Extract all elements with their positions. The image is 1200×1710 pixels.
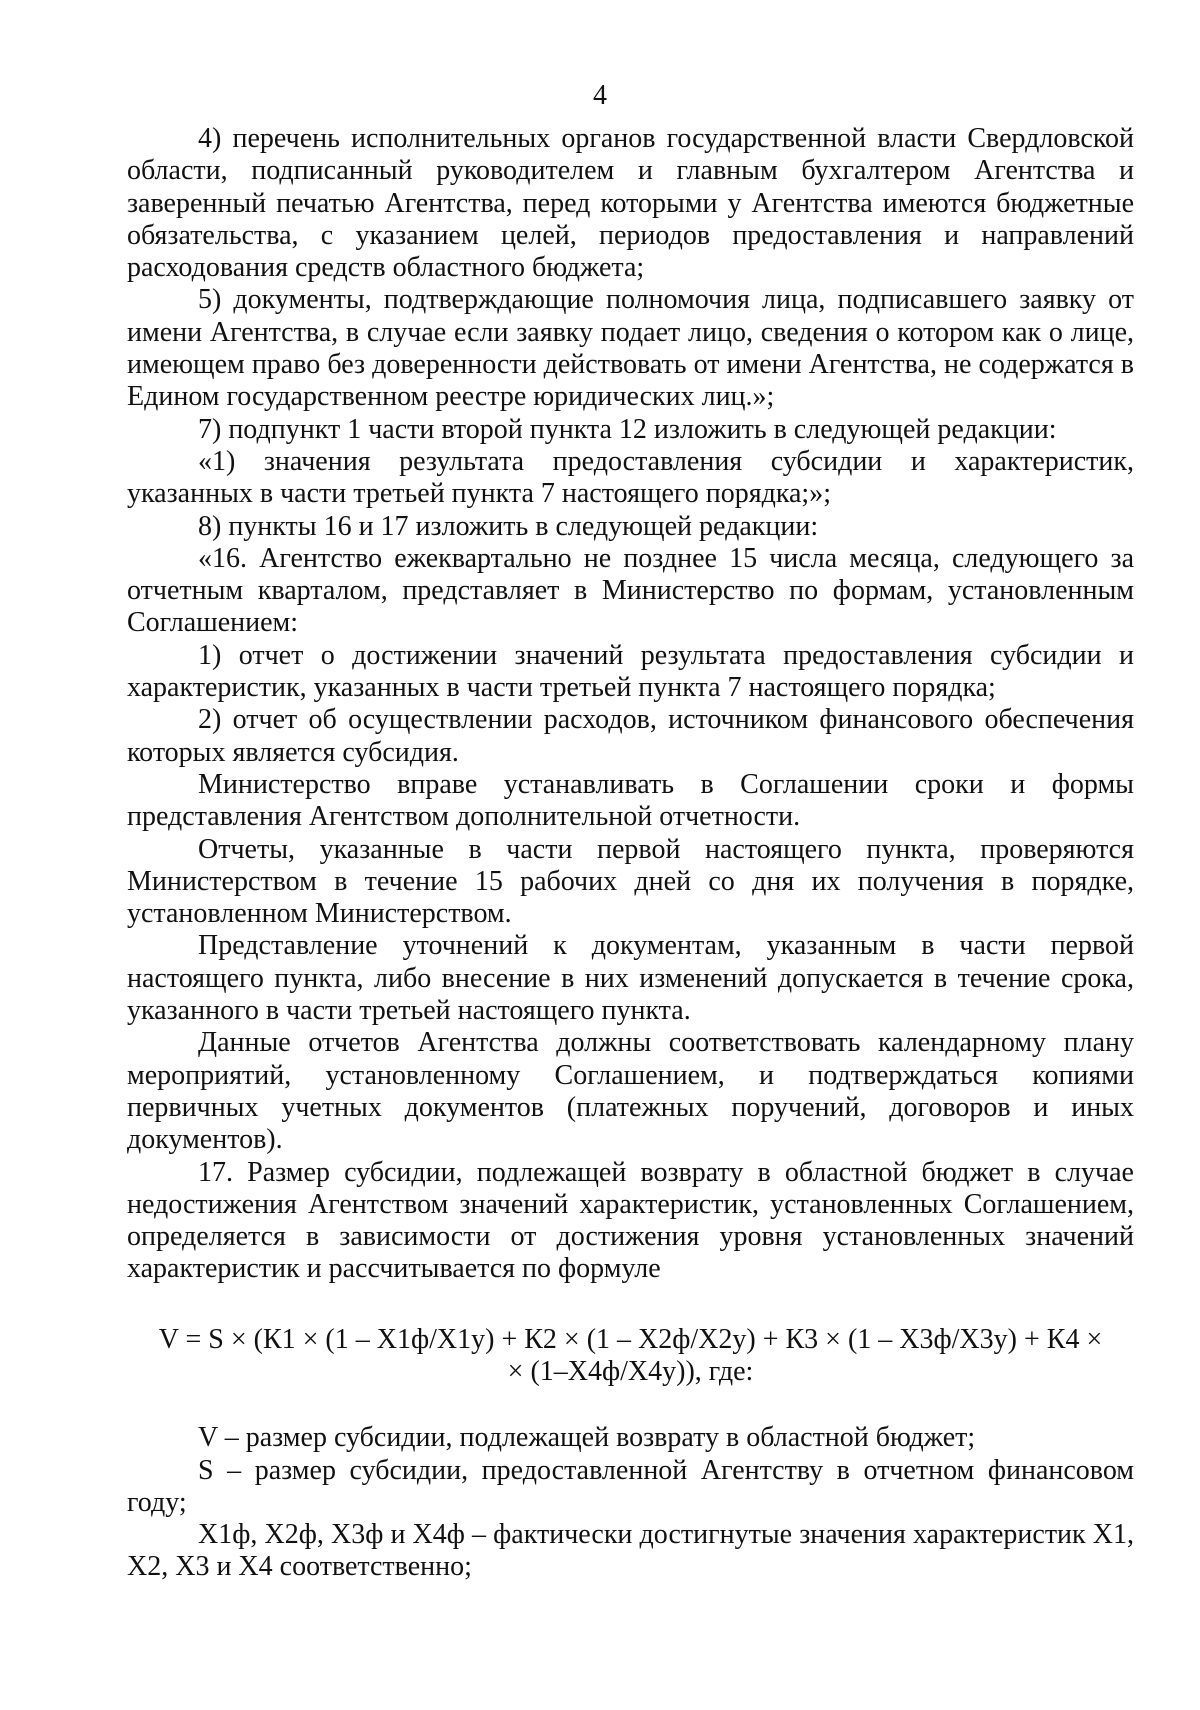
definition-x-actual: Х1ф, Х2ф, Х3ф и Х4ф – фактически достигнутые значения характеристик Х1, Х2, Х3 и Х4 соответственно; — [127, 1519, 1134, 1583]
paragraph-point-17: 17. Размер субсидии, подлежащей возврату в областной бюджет в случае недостижения Агентством значений характеристик, установленных Соглашением, определяется в зависимости от достижения уровня установленных значений характеристик и рассчитывается по формуле — [127, 1156, 1134, 1285]
paragraph-report-2: 2) отчет об осуществлении расходов, источником финансового обеспечения которых является субсидия. — [127, 704, 1134, 768]
paragraph-report-verification: Отчеты, указанные в части первой настоящего пункта, проверяются Министерством в течение 15 рабочих дней со дня их получения в порядке, установленном Министерством. — [127, 833, 1134, 930]
paragraph-new-subitem-1: «1) значения результата предоставления субсидии и характеристик, указанных в части третьей пункта 7 настоящего порядка;»; — [127, 445, 1134, 510]
formula-line-2: × (1–Х4ф/Х4у)), где: — [507, 1355, 754, 1387]
document-body — [127, 123, 1134, 1584]
paragraph-item-5-documents: 5) документы, подтверждающие полномочия лица, подписавшего заявку от имени Агентства, в случае если заявку подает лицо, сведения о котором как о лице, имеющем право без доверенности действовать от имени Агентства, не содержатся в Едином государственном реестре юридических лиц.»; — [127, 284, 1134, 413]
definition-s: S – размер субсидии, предоставленной Агентству в отчетном финансовом году; — [127, 1454, 1134, 1518]
definition-v: V – размер субсидии, подлежащей возврату в областной бюджет; — [198, 1422, 976, 1454]
paragraph-item-4-list: 4) перечень исполнительных органов государственной власти Свердловской области, подписанный руководителем и главным бухгалтером Агентства и заверенный печатью Агентства, перед которыми у Агентства имеются бюджетные обязательства, с указанием целей, периодов предоставления и направлений расходования средств областного бюджета; — [127, 123, 1134, 284]
paragraph-clarifications: Представление уточнений к документам, указанным в части первой настоящего пункта, либо внесение в них изменений допускается в течение срока, указанного в части третьей настоящего пункта. — [127, 930, 1134, 1027]
paragraph-additional-reporting: Министерство вправе устанавливать в Соглашении сроки и формы представления Агентством дополнительной отчетности. — [127, 768, 1134, 833]
paragraph-report-1: 1) отчет о достижении значений результата предоставления субсидии и характеристик, указанных в части третьей пункта 7 настоящего порядка; — [127, 639, 1134, 704]
page-number: 4 — [593, 80, 607, 111]
paragraph-point-16: «16. Агентство ежеквартально не позднее 15 числа месяца, следующего за отчетным кварталом, представляет в Министерство по формам, установленным Соглашением: — [127, 542, 1134, 639]
formula — [127, 1324, 1134, 1389]
paragraph-amendment-7: 7) подпункт 1 части второй пункта 12 изложить в следующей редакции: — [198, 413, 1057, 445]
paragraph-amendment-8: 8) пункты 16 и 17 изложить в следующей редакции: — [198, 510, 819, 542]
formula-line-1: V = S × (К1 × (1 – Х1ф/Х1у) + К2 × (1 – Х2ф/Х2у) + К3 × (1 – Х3ф/Х3у) + К4 × — [158, 1323, 1103, 1355]
paragraph-report-data: Данные отчетов Агентства должны соответствовать календарному плану мероприятий, установленному Соглашением, и подтверждаться копиями первичных учетных документов (платежных поручений, договоров и иных документов). — [127, 1027, 1134, 1156]
